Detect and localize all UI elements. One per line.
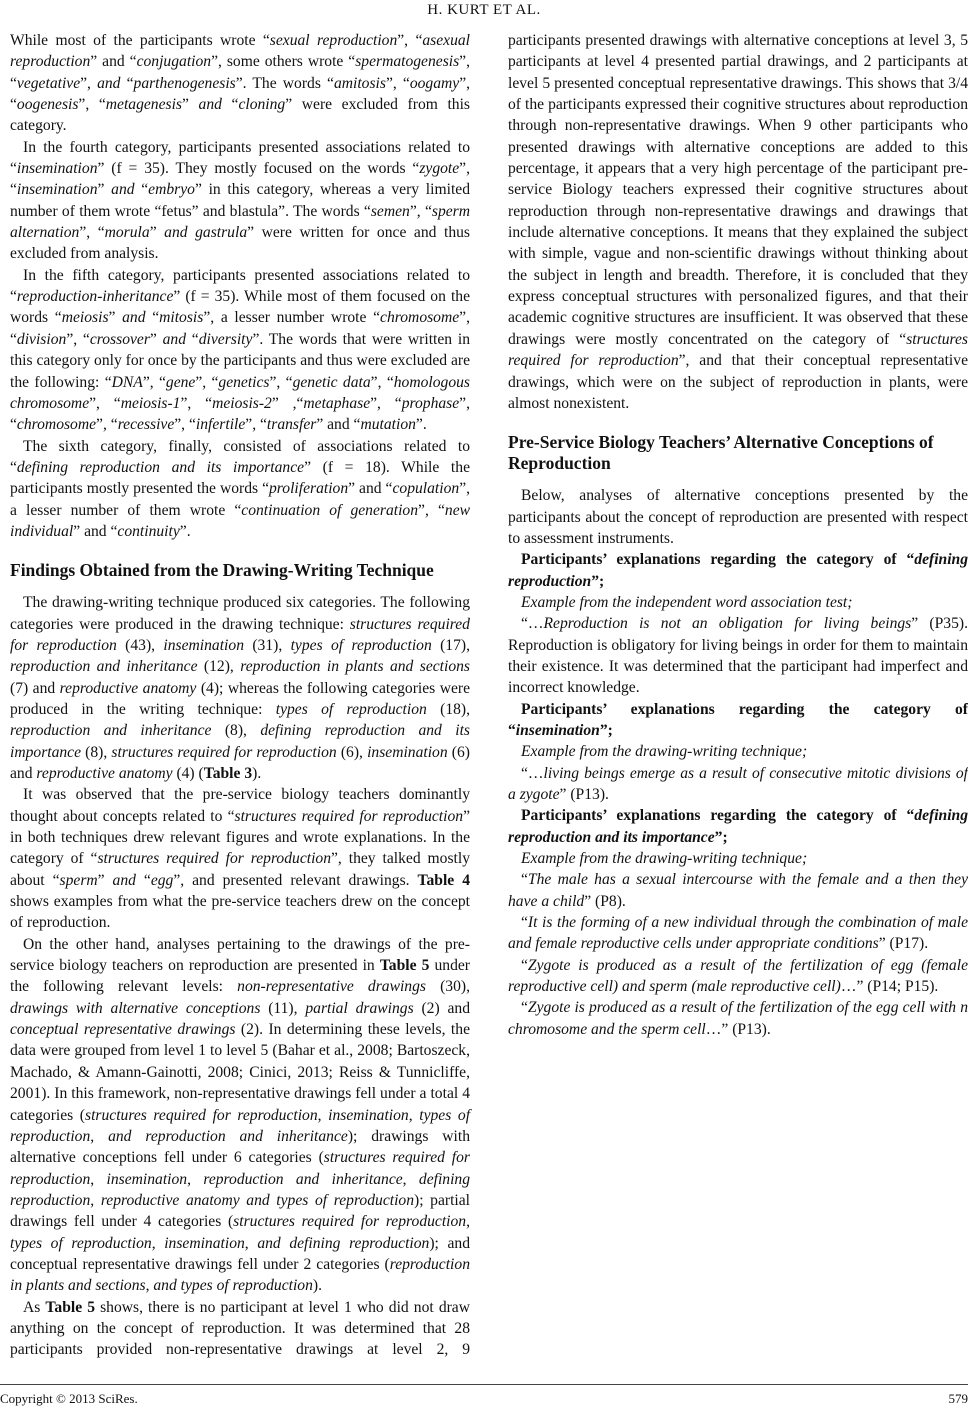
- text-run: ” and “: [90, 53, 137, 71]
- text-run: ); drawings with alternative conceptions fell under 6 categories (: [10, 1127, 471, 1167]
- text-run: ,: [90, 1191, 101, 1209]
- emphasized-text: and gastrula: [164, 224, 248, 242]
- text-run: (17),: [431, 636, 470, 654]
- text-run: ”, “: [10, 74, 471, 114]
- text-run: ”, a lesser number wrote “: [203, 309, 381, 327]
- emphasized-text: genetic data: [292, 373, 371, 391]
- emphasized-text: metaphase: [303, 394, 371, 412]
- text-run: ” (P35). Reproduction is obligatory for living beings in order for them to maintain their existence. It was determined that the participant had imperfect and incorrect knowledge.: [508, 615, 968, 697]
- text-run: ”. The words that were written in this category only for once by the participants and thus were excluded are the following: “: [10, 330, 471, 391]
- emphasized-text: defining reproduction and its importance: [16, 458, 305, 476]
- emphasized-text: homologous chromosome: [10, 373, 470, 412]
- text-run: “: [135, 871, 151, 889]
- emphasized-text: It is the forming of a new individual through the combination of male and female reproductive cells under appropriate conditions: [508, 914, 968, 953]
- emphasized-text: and: [122, 309, 146, 327]
- emphasized-text: new individual: [10, 501, 471, 540]
- text-run: ”, “: [269, 373, 293, 391]
- text-run: ” and “: [348, 480, 393, 498]
- emphasized-text: defining reproduction and its importance: [10, 722, 470, 761]
- text-run: “: [521, 871, 528, 889]
- text-run: ”, “: [96, 416, 118, 434]
- emphasized-text: parthenogenesis: [133, 74, 236, 92]
- paragraph: [508, 805, 968, 848]
- emphasized-text: non-representative drawings: [237, 978, 426, 996]
- text-run: (8),: [81, 743, 112, 761]
- emphasized-text: chromosome: [16, 416, 97, 434]
- text-run: ” (P13).: [559, 786, 609, 803]
- emphasized-text: zygote: [419, 160, 460, 178]
- emphasized-text: conceptual representative drawings: [10, 1021, 236, 1039]
- text-run: “: [145, 309, 160, 327]
- emphasized-text: reproduction in plants and sections: [240, 658, 470, 676]
- text-run: ”, “: [142, 373, 166, 391]
- text-run: ,: [187, 1170, 204, 1188]
- emphasized-text: structures required for reproduction: [10, 1149, 470, 1188]
- text-run: ”, “: [66, 330, 90, 348]
- paragraph: [508, 848, 968, 869]
- text-run: ,: [151, 1234, 165, 1252]
- text-run: ” (f = 18). While the participants mostly presented the words “: [10, 458, 470, 498]
- table-reference: Table 4: [417, 871, 470, 889]
- emphasized-text: and: [111, 181, 135, 199]
- emphasized-text: asexual reproduction: [10, 32, 471, 71]
- emphasized-text: mitosis: [159, 309, 204, 327]
- running-head: H. KURT ET AL.: [427, 2, 541, 18]
- text-run: While most of the participants wrote “: [10, 32, 270, 49]
- text-run: (30),: [425, 978, 470, 996]
- text-run: ,: [466, 1213, 470, 1231]
- emphasized-text: insemination: [328, 1106, 409, 1124]
- emphasized-text: insemination: [16, 160, 98, 178]
- emphasized-text: types of reproduction: [10, 1106, 471, 1145]
- text-run: ”, “: [397, 32, 423, 49]
- section-heading: [10, 560, 470, 581]
- emphasized-text: defining reproduction and its importance: [508, 807, 968, 846]
- paragraph: [10, 265, 470, 436]
- emphasized-text: reproductive anatomy and types of reproduction: [100, 1191, 415, 1209]
- paragraph: [10, 592, 470, 784]
- text-run: ” in both techniques drew relevant figures and wrote explanations. In the category of “: [10, 807, 470, 868]
- text-run: ” (P8).: [584, 892, 626, 910]
- text-run: ” and “: [316, 416, 361, 434]
- emphasized-text: infertile: [195, 416, 246, 434]
- section-heading: [508, 432, 968, 474]
- text-run: ”, “: [195, 373, 219, 391]
- text-run: Example from the independent word association test: [521, 593, 848, 611]
- emphasized-text: prophase: [401, 394, 460, 412]
- paragraph: [10, 784, 470, 933]
- emphasized-text: Reproduction is not an obligation for living beings: [543, 615, 912, 633]
- text-run: Participants’ explanations regarding the category of “: [508, 700, 968, 739]
- emphasized-text: meiosis-2: [212, 394, 272, 412]
- text-run: ”, “: [385, 74, 410, 92]
- text-run: “…: [521, 764, 544, 782]
- text-run: ”: [97, 181, 112, 199]
- text-run: “: [221, 96, 239, 114]
- text-run: ).: [312, 1277, 322, 1295]
- text-run: ,: [408, 1106, 420, 1124]
- text-run: (2) and: [413, 999, 470, 1017]
- emphasized-text: reproduction and inheritance: [10, 722, 212, 740]
- footer-divider: [0, 1384, 968, 1385]
- emphasized-text: mutation: [360, 416, 416, 434]
- paragraph: [10, 436, 470, 543]
- emphasized-text: transfer: [266, 416, 317, 434]
- text-run: (4) (: [172, 765, 204, 782]
- text-run: ”: [182, 96, 199, 114]
- paragraph: [508, 763, 968, 806]
- emphasized-text: reproduction and inheritance: [203, 1170, 403, 1188]
- emphasized-text: oogamy: [409, 74, 460, 92]
- emphasized-text: chromosome: [380, 309, 460, 327]
- emphasized-text: structures required for reproduction: [111, 743, 337, 761]
- emphasized-text: and reproduction and inheritance: [108, 1127, 348, 1145]
- emphasized-text: and: [198, 96, 222, 114]
- paragraph: [508, 613, 968, 698]
- text-run: ”, “: [10, 160, 470, 199]
- text-run: ,: [317, 1106, 329, 1124]
- emphasized-text: oogenesis: [16, 96, 79, 114]
- text-run: ;: [801, 743, 808, 761]
- text-run: ”.: [415, 416, 427, 434]
- emphasized-text: defining reproduction: [10, 1170, 471, 1209]
- text-run: Example from the drawing-writing technique: [521, 850, 802, 868]
- text-run: ”, “: [89, 394, 121, 412]
- text-run: ”.: [179, 522, 191, 540]
- text-run: ” and “: [73, 522, 118, 540]
- text-run: Findings Obtained from the Drawing-Writing Technique: [10, 560, 434, 581]
- text-run: “: [521, 999, 528, 1017]
- text-run: “: [186, 330, 199, 348]
- text-run: ”: [97, 871, 113, 889]
- emphasized-text: insemination: [163, 636, 244, 654]
- text-run: “: [521, 956, 528, 974]
- text-run: ” (f = 35). They mostly focused on the words “: [97, 160, 420, 178]
- paragraph: [508, 741, 968, 762]
- text-run: ”;: [599, 721, 613, 739]
- text-run: …” (P14; P15).: [840, 978, 939, 996]
- text-run: (6) and: [10, 743, 470, 782]
- text-run: (4); whereas the following categories were produced in the writing technique:: [10, 679, 470, 718]
- text-run: ”, and presented relevant drawings.: [173, 871, 418, 889]
- text-run: ” ,“: [271, 394, 304, 412]
- text-run: ” in this category, whereas a very limited number of them wrote “fetus” and blastula”. The words “: [10, 181, 470, 220]
- text-run: As: [23, 1298, 46, 1316]
- emphasized-text: embryo: [148, 181, 195, 199]
- text-run: Pre-Service Biology Teachers’ Alternative Conceptions of Reproduction: [508, 432, 934, 474]
- table-reference: Table 3: [203, 765, 253, 782]
- paragraph: [508, 997, 968, 1040]
- emphasized-text: division: [16, 330, 67, 348]
- text-run: ”, “: [245, 416, 267, 434]
- emphasized-text: reproductive anatomy: [36, 765, 173, 782]
- text-run: “: [521, 914, 528, 932]
- emphasized-text: reproduction in plants and sections: [10, 1255, 470, 1295]
- text-run: (43),: [116, 636, 164, 654]
- text-run: ”, “: [79, 224, 105, 242]
- text-run: ,: [402, 1170, 419, 1188]
- paragraph: [10, 934, 470, 1297]
- text-run: ”, “: [180, 394, 213, 412]
- text-run: ”, “: [409, 202, 432, 220]
- text-run: (31),: [244, 636, 291, 654]
- text-run: ).: [252, 765, 262, 782]
- text-run: ” were written for once and thus excluded from analysis.: [10, 224, 471, 263]
- emphasized-text: cloning: [238, 96, 286, 114]
- emphasized-text: morula: [104, 224, 150, 242]
- text-run: (7) and: [10, 679, 60, 697]
- emphasized-text: partial drawings: [305, 999, 414, 1017]
- text-run: ”, “: [10, 53, 470, 92]
- text-run: Participants’ explanations regarding the category of “: [521, 551, 915, 569]
- text-run: ”, “: [370, 394, 402, 412]
- emphasized-text: spermatogenesis: [355, 53, 460, 71]
- text-run: In the fourth category, participants presented associations related to “: [10, 138, 470, 178]
- text-run: ”, a lesser number of them wrote “: [10, 480, 471, 519]
- text-run: Participants’ explanations regarding the category of “: [521, 807, 915, 825]
- text-run: shows examples from what the pre-service teachers drew on the concept of reproduction.: [10, 893, 470, 932]
- emphasized-text: and defining reproduction: [257, 1234, 430, 1252]
- text-run: ,: [90, 1170, 107, 1188]
- emphasized-text: The male has a sexual intercourse with the female and a then they have a child: [508, 871, 968, 910]
- emphasized-text: Zygote is produced as a result of the fertilization of the egg cell with n chromosome and the sperm cell: [508, 999, 968, 1038]
- text-run: ;: [847, 593, 853, 611]
- paragraph: [508, 912, 968, 955]
- emphasized-text: conjugation: [136, 53, 212, 71]
- paragraph: [508, 592, 968, 613]
- emphasized-text: amitosis: [333, 74, 386, 92]
- emphasized-text: continuity: [117, 522, 180, 540]
- emphasized-text: diversity: [198, 330, 253, 348]
- table-reference: Table 5: [45, 1298, 95, 1316]
- emphasized-text: structures required for reproduction: [10, 615, 470, 654]
- text-run: Example from the drawing-writing technique: [521, 743, 802, 761]
- emphasized-text: DNA: [111, 373, 143, 391]
- text-run: ”. The words “: [235, 74, 334, 92]
- emphasized-text: insemination: [164, 1234, 245, 1252]
- emphasized-text: copulation: [392, 480, 460, 498]
- emphasized-text: metagenesis: [105, 96, 182, 114]
- text-run: ”, “: [174, 416, 196, 434]
- text-run: ,: [90, 1127, 109, 1145]
- article-body: [10, 30, 968, 1375]
- text-run: ”,: [80, 74, 98, 92]
- emphasized-text: sexual reproduction: [269, 32, 398, 49]
- text-run: (18),: [426, 700, 471, 718]
- text-run: ”;: [714, 828, 728, 846]
- text-run: ” (P17).: [878, 935, 929, 953]
- text-run: In the fifth category, participants presented associations related to “: [10, 266, 470, 306]
- emphasized-text: types of reproduction: [275, 700, 427, 718]
- emphasized-text: sperm: [59, 871, 98, 889]
- text-run: (8),: [211, 722, 261, 740]
- text-run: ;: [801, 850, 808, 868]
- text-run: The drawing-writing technique produced six categories. The following categories were produced in the drawing technique:: [10, 594, 470, 633]
- text-run: ,: [244, 1234, 258, 1252]
- text-run: (12),: [197, 658, 241, 676]
- text-run: ”, they talked mostly about “: [10, 850, 471, 889]
- emphasized-text: and types of reproduction: [153, 1277, 313, 1295]
- text-run: ”, “: [10, 309, 470, 348]
- text-run: ”: [108, 309, 123, 327]
- emphasized-text: and: [112, 871, 136, 889]
- emphasized-text: drawings with alternative conceptions: [10, 999, 261, 1017]
- paragraph: [508, 549, 968, 592]
- emphasized-text: structures required for reproduction: [85, 1106, 318, 1124]
- text-run: …” (P13).: [705, 1020, 771, 1038]
- emphasized-text: reproductive anatomy: [59, 679, 197, 697]
- text-run: Below, analyses of alternative conceptions presented by the participants about the concept of reproduction are presented with respect to assessment instruments.: [508, 487, 968, 547]
- emphasized-text: types of reproduction: [10, 1234, 152, 1252]
- page-number: 579: [948, 1391, 968, 1406]
- text-run: ” were excluded from this category.: [10, 96, 471, 135]
- text-run: On the other hand, analyses pertaining to the drawings of the pre-service biology teachers on reproduction are presented in: [10, 935, 470, 975]
- emphasized-text: Zygote is produced as a result of the fertilization of egg (female reproductive cell) and sperm (male reproductive cell): [508, 956, 968, 996]
- emphasized-text: semen: [370, 202, 410, 220]
- emphasized-text: and: [97, 74, 121, 92]
- paragraph: [508, 955, 968, 998]
- emphasized-text: insemination: [367, 743, 448, 761]
- emphasized-text: structures required for reproduction: [97, 850, 332, 868]
- table-reference: Table 5: [379, 957, 430, 975]
- emphasized-text: gene: [165, 373, 196, 391]
- emphasized-text: structures required for reproduction: [508, 330, 968, 370]
- paragraph: [508, 869, 968, 912]
- text-run: ”, some others wrote “: [211, 53, 356, 71]
- emphasized-text: reproduction and inheritance: [10, 658, 198, 676]
- emphasized-text: living beings emerge as a result of consecutive mitotic divisions of a zygote: [508, 764, 968, 803]
- text-run: under the following relevant levels:: [10, 957, 471, 996]
- paragraph: [508, 699, 968, 742]
- text-run: ); partial drawings fell under 4 categories (: [10, 1191, 470, 1231]
- emphasized-text: insemination: [106, 1170, 188, 1188]
- emphasized-text: reproduction-inheritance: [16, 288, 174, 306]
- text-run: ); and conceptual representative drawings fell under 2 categories (: [10, 1234, 471, 1273]
- copyright-notice: Copyright © 2013 SciRes.: [0, 1391, 138, 1406]
- emphasized-text: proliferation: [269, 480, 349, 498]
- emphasized-text: structures required for reproduction: [234, 807, 464, 825]
- text-run: “: [134, 181, 149, 199]
- text-run: ” (f = 35). While most of them focused on the words “: [10, 288, 470, 327]
- text-run: ”, “: [418, 501, 445, 519]
- emphasized-text: meiosis: [61, 309, 109, 327]
- emphasized-text: and: [162, 330, 187, 348]
- text-run: (2). In determining these levels, the data were grouped from level 1 to level 5 (Bahar et al., 2008; Bartoszeck, Machado, & Amann-Gainotti, 2008; Cinici, 2013; Reiss & Tunnicliffe, 2001). In this framework, non-representative drawings fell under a total 4 categories (: [10, 1021, 470, 1124]
- text-run: ”: [149, 330, 163, 348]
- text-run: shows, there is no participant at level 1 who did not draw anything on the concept of reproduction. It was determined that 28 participants provided non-representative drawings at level 2, 9 participants presented drawings with alternative conceptions at level 3, 5 participants at level 4 presented partial drawings, and 2 participants at level 5 presented conceptual representative drawings. This shows that 3/4 of the participants expressed their cognitive structures about reproduction through non-representative drawings. When 9 other participants who presented drawings with alternative conceptions are added to this percentage, it appears that a very high percentage of the participant pre-service Biology teachers expressed their cognitive structures about reproduction through non-representative drawings and drawings that include alternative conceptions. It means that they explained the subject with simple, vague and non-scientific drawings without thinking about the subject in length and breadth. Therefore, it is concluded that they express conceptual structures with personalized figures, and that their academic cognitive structures are insufficient. It was observed that these drawings were mostly concentrated on the category of “: [10, 32, 968, 1359]
- emphasized-text: vegetative: [16, 74, 81, 92]
- emphasized-text: insemination: [16, 181, 98, 199]
- text-run: “…: [521, 615, 544, 633]
- text-run: “: [120, 74, 134, 92]
- paragraph: [10, 30, 470, 137]
- emphasized-text: genetics: [218, 373, 270, 391]
- text-run: ”, “: [10, 394, 470, 434]
- emphasized-text: recessive: [117, 416, 175, 434]
- text-run: ”, “: [370, 373, 394, 391]
- paragraph: [10, 137, 470, 265]
- text-run: ”: [149, 224, 165, 242]
- emphasized-text: meiosis-1: [120, 394, 181, 412]
- emphasized-text: continuation of generation: [241, 501, 419, 519]
- text-run: It was observed that the pre-service biology teachers dominantly thought about concepts related to “: [10, 786, 470, 825]
- text-run: (11),: [260, 999, 306, 1017]
- paragraph: [508, 485, 968, 549]
- emphasized-text: sperm alternation: [10, 202, 470, 242]
- text-run: The sixth category, finally, consisted of associations related to “: [10, 437, 470, 476]
- text-run: ”, and that their conceptual representative drawings, which were on the subject of reproduction in plants, were almost nonexistent.: [508, 352, 968, 412]
- emphasized-text: egg: [150, 871, 174, 889]
- emphasized-text: insemination: [515, 721, 600, 739]
- text-run: ”, “: [78, 96, 106, 114]
- text-run: ”;: [591, 572, 605, 590]
- emphasized-text: structures required for reproduction: [233, 1213, 467, 1231]
- text-run: ,: [145, 1277, 154, 1295]
- text-run: (6),: [336, 743, 368, 761]
- emphasized-text: crossover: [89, 330, 150, 348]
- emphasized-text: types of reproduction: [290, 636, 432, 654]
- emphasized-text: defining reproduction: [508, 551, 968, 590]
